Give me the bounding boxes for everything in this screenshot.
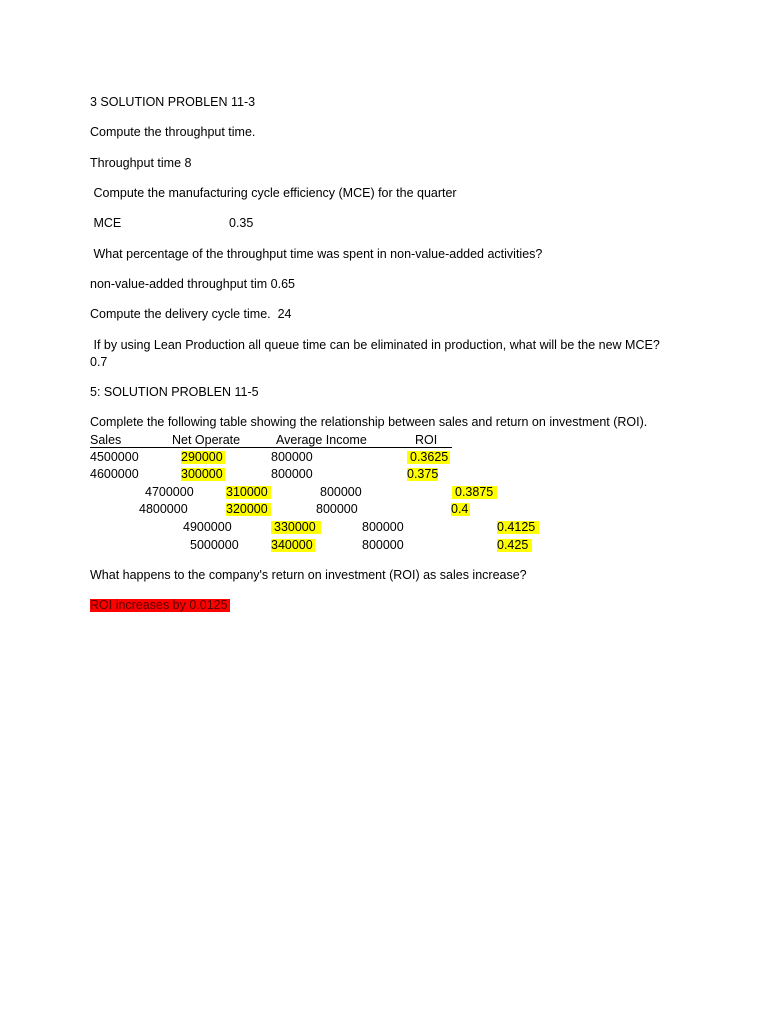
answer-lean-production: 0.7 — [90, 355, 108, 369]
table-cell-roi: 0.4 — [451, 502, 469, 516]
table-cell-roi: 0.425 — [497, 539, 532, 552]
table-cell-average-income: 800000 — [271, 467, 313, 481]
table-cell-average-income: 800000 — [316, 502, 358, 516]
table-cell-average-income: 800000 — [362, 520, 404, 534]
section1-heading: 3 SOLUTION PROBLEN 11-3 — [90, 95, 256, 109]
answer-mce-label: MCE — [90, 216, 122, 230]
table-cell-roi: 0.4125 — [497, 521, 539, 534]
table-cell-sales: 4500000 — [90, 450, 139, 464]
table-cell-net-operate: 300000 — [181, 468, 225, 481]
table-cell-roi: 0.3625 — [407, 451, 450, 464]
column-header-net-operate: Net Operate — [172, 433, 241, 447]
question-throughput-time: Compute the throughput time. — [90, 125, 256, 139]
column-header-average-income: Average Income — [276, 433, 367, 447]
roi-answer: ROI increases by 0.0125 — [90, 598, 228, 612]
answer-mce-value: 0.35 — [229, 216, 254, 230]
table-cell-net-operate: 320000 — [226, 503, 271, 516]
table-cell-net-operate: 290000 — [181, 451, 225, 464]
table-cell-roi: 0.375 — [407, 467, 439, 481]
table-cell-average-income: 800000 — [271, 450, 313, 464]
section2-heading: 5: SOLUTION PROBLEN 11-5 — [90, 385, 259, 399]
question-non-value-added: What percentage of the throughput time was spent in non-value-added activities? — [90, 247, 543, 261]
column-header-roi: ROI — [415, 433, 438, 447]
answer-non-value-added: non-value-added throughput tim 0.65 — [90, 277, 296, 291]
roi-question: What happens to the company's return on investment (ROI) as sales increase? — [90, 568, 527, 582]
table-cell-average-income: 800000 — [320, 485, 362, 499]
table-cell-net-operate: 310000 — [226, 486, 271, 499]
answer-throughput-time: Throughput time 8 — [90, 156, 192, 170]
question-lean-production: If by using Lean Production all queue time can be eliminated in production, what will be the new MCE? — [90, 338, 660, 352]
question-delivery-cycle: Compute the delivery cycle time. 24 — [90, 307, 292, 321]
table-cell-sales: 4600000 — [90, 467, 139, 481]
table-cell-sales: 4700000 — [145, 485, 194, 499]
table-intro: Complete the following table showing the relationship between sales and return on investment (ROI). — [90, 415, 648, 429]
table-cell-average-income: 800000 — [362, 538, 404, 552]
table-cell-roi: 0.3875 — [452, 486, 497, 499]
table-cell-sales: 5000000 — [190, 538, 239, 552]
table-cell-sales: 4800000 — [139, 502, 188, 516]
table-cell-net-operate: 330000 — [271, 521, 321, 534]
table-header-underline — [90, 447, 452, 448]
question-mce: Compute the manufacturing cycle efficiency (MCE) for the quarter — [90, 186, 457, 200]
table-cell-sales: 4900000 — [183, 520, 232, 534]
column-header-sales: Sales — [90, 433, 122, 447]
table-cell-net-operate: 340000 — [271, 539, 315, 552]
